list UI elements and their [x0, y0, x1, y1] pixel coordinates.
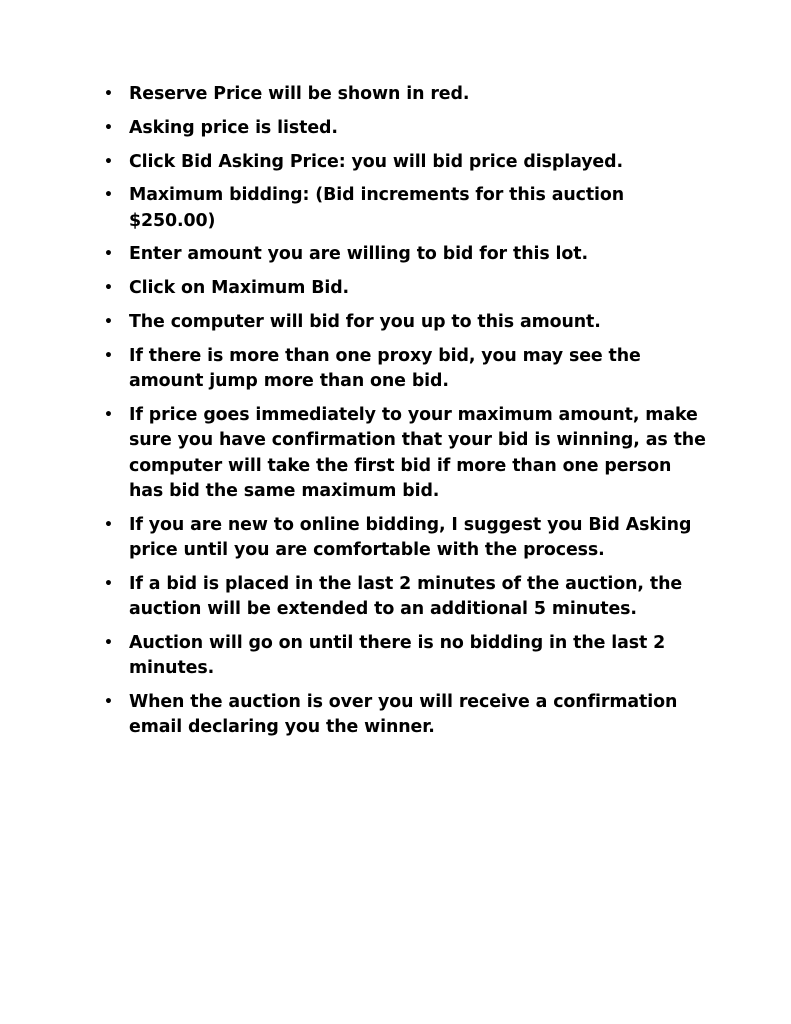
list-item: [96, 690, 708, 741]
list-item-text: If you are new to online bidding, I suggest you Bid Asking price until you are comfortable with the process.: [129, 514, 692, 560]
list-item-text: If a bid is placed in the last 2 minutes of the auction, the auction will be extended to an additional 5 minutes.: [129, 573, 683, 620]
bullet-icon: •: [104, 86, 113, 102]
list-item: [96, 242, 708, 267]
list-item: [96, 572, 708, 623]
list-item-text: If price goes immediately to your maximum amount, make sure you have confirmation that your bid is winning, as the computer will take the first bid if more than one person has bid the same maximum bid.: [129, 404, 706, 501]
bullet-icon: •: [104, 347, 113, 364]
bullet-icon: •: [104, 280, 113, 297]
list-item: [96, 403, 708, 504]
bullet-icon: •: [104, 153, 113, 170]
list-item: [96, 513, 708, 564]
list-item-text: When the auction is over you will receive a confirmation email declaring you the winner.: [129, 691, 678, 738]
list-item-text: Asking price is listed.: [129, 117, 338, 138]
list-item: [96, 116, 708, 141]
bullet-icon: •: [104, 634, 113, 651]
bullet-icon: •: [104, 406, 113, 423]
list-item-text: Click Bid Asking Price: you will bid price displayed.: [129, 151, 623, 172]
bullet-icon: •: [104, 314, 113, 331]
list-item: [96, 276, 708, 301]
list-item: [96, 183, 708, 234]
list-item: [96, 310, 708, 335]
list-item-text: Maximum bidding: (Bid increments for this auction $250.00): [129, 185, 625, 231]
list-item-text: Auction will go on until there is no bidding in the last 2 minutes.: [129, 632, 666, 679]
bullet-icon: •: [104, 187, 113, 204]
bidding-instructions-list: [96, 82, 708, 741]
bullet-icon: •: [104, 516, 113, 533]
list-item: [96, 82, 708, 107]
list-item-text: The computer will bid for you up to this amount.: [129, 312, 601, 333]
list-item-text: Enter amount you are willing to bid for this lot.: [129, 244, 588, 265]
bullet-icon: •: [104, 246, 113, 263]
bullet-icon: •: [104, 693, 113, 710]
bullet-icon: •: [104, 575, 113, 592]
bullet-icon: •: [104, 119, 113, 136]
list-item-text: If there is more than one proxy bid, you may see the amount jump more than one bid.: [129, 345, 641, 392]
list-item-text: Click on Maximum Bid.: [129, 278, 350, 299]
list-item: [96, 631, 708, 682]
document-body: [96, 82, 708, 749]
list-item: [96, 150, 708, 175]
list-item-text: Reserve Price will be shown in red.: [129, 84, 470, 104]
list-item: [96, 344, 708, 395]
